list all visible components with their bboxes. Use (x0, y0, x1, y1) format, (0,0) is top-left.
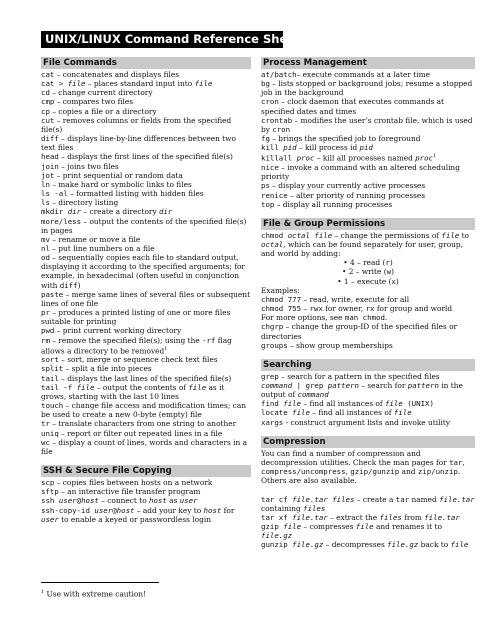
process-commands-list (261, 70, 475, 209)
command-entry: rm – remove the specified file(s); using the -rf flag allows a directory to be removed$^1$ (41, 335, 232, 356)
command-entry: fg – brings the specified job to foreground (261, 134, 421, 144)
right-column (261, 57, 475, 550)
command-entry: • 4 – read (r) (343, 258, 393, 268)
command-entry: sort – sort, merge or sequence check text files (41, 355, 218, 365)
footnote (41, 589, 146, 598)
command-entry: crontab – modifies the user’s crontab file, which is used by cron (261, 115, 473, 134)
command-entry: paste – merge same lines of several files or subsequent lines of one file (41, 289, 251, 308)
footnote-mark: 1 (41, 589, 45, 595)
command-entry: chmod 777 – read, write, execute for all (261, 294, 410, 304)
command-entry: Examples: (261, 285, 300, 295)
section-heading-ssh: SSH & Secure File Copying (41, 465, 251, 477)
command-entry: cmp – compares two files (41, 97, 134, 107)
command-entry: • 1 – execute (x) (337, 276, 399, 286)
command-entry: pr – produces a printed listing of one or more files suitable for printing (41, 308, 231, 327)
command-entry: chmod octal file – change the permissions of file to octal, which can be found separately for user, group, and world by adding: (261, 230, 470, 259)
command-entry: mkdir dir – create a directory dir (41, 207, 173, 217)
command-entry: • 2 – write (w) (342, 267, 394, 277)
left-column (41, 57, 251, 524)
command-entry: join – joins two files (41, 161, 119, 171)
command-entry: tar xf file.tar – extract the files from file.tar (261, 512, 460, 522)
command-entry: mv – rename or move a file (41, 234, 141, 244)
compression-commands-list (261, 449, 475, 550)
command-entry: at/batch– execute commands at a later time (261, 70, 430, 79)
command-entry: od – sequentially copies each file to standard output, displaying it according to the specified arguments; for example, in hexadecimal (often useful in conjunction with diff) (41, 253, 245, 290)
command-entry: ps – display your currently active processes (261, 181, 426, 191)
command-entry: split – split a file into pieces (41, 364, 152, 374)
command-entry: ln – make hard or symbolic links to files (41, 179, 192, 189)
command-entry: bg – lists stopped or background jobs; resume a stopped job in the background (261, 79, 473, 98)
command-entry: killall proc – kill all processes named proc$^1$ (261, 153, 437, 163)
command-entry: ls – directory listing (41, 198, 119, 208)
command-entry: cat – concatenates and displays files (41, 70, 180, 79)
command-entry: sftp – an interactive file transfer program (41, 487, 201, 497)
command-entry: grep – search for a pattern in the specified files (261, 371, 440, 381)
command-entry: tar cf file.tar files – create a tar named file.tar containing files (261, 494, 475, 513)
command-entry: ssh user@host – connect to host as user (41, 496, 198, 506)
command-entry: find file – find all instances of file (UNIX) (261, 399, 434, 409)
command-entry: xargs - construct argument lists and invoke utility (261, 417, 450, 427)
section-heading-compression: Compression (261, 436, 475, 448)
command-entry: chgrp – change the group-ID of the specified files or directories (261, 322, 458, 341)
footnote-rule (41, 582, 159, 583)
ssh-commands-list (41, 478, 251, 524)
command-entry: more/less – output the contents of the specified file(s) in pages (41, 216, 247, 235)
command-entry: touch – change file access and modification times; can be used to create a new 0-byte (empty) file (41, 401, 246, 420)
command-entry: chmod 755 – rwx for owner, rx for group and world (261, 304, 453, 314)
command-entry: cat > file – places standard input into file (41, 79, 213, 89)
command-entry: locate file – find all instances of file (261, 408, 412, 418)
command-entry: cron – clock daemon that executes commands at specified dates and times (261, 97, 444, 116)
command-entry: kill pid – kill process id pid (261, 143, 373, 153)
file-commands-list (41, 70, 251, 456)
search-commands-list (261, 372, 475, 427)
command-entry: cut – removes columns or fields from the specified file(s) (41, 115, 232, 134)
command-entry: scp – copies files between hosts on a network (41, 478, 213, 488)
command-entry: head – displays the first lines of the specified file(s) (41, 152, 233, 162)
section-heading-process-management: Process Management (261, 57, 475, 69)
command-entry: You can find a number of compression and decompression utilities. Check the man pages for tar, compress/uncompress, gzip/gunzip and zip/unzip. Others are also available. (261, 448, 465, 486)
footnote-text: Use with extreme caution! (46, 589, 147, 599)
command-entry: groups – show group memberships (261, 340, 393, 350)
command-entry: tail -f file – output the contents of file as it grows, starting with the last 10 lines (41, 382, 225, 401)
command-entry: pwd – print current working directory (41, 326, 182, 336)
command-entry: gzip file – compresses file and renames it to file.gz (261, 522, 442, 541)
command-entry: ssh-copy-id user@host – add your key to host for user to enable a keyed or passwordless login (41, 505, 235, 524)
section-heading-file-commands: File Commands (41, 57, 251, 69)
command-entry: tr – translate characters from one string to another (41, 419, 237, 429)
command-entry: ls -al – formatted listing with hidden files (41, 189, 204, 199)
section-heading-searching: Searching (261, 359, 475, 371)
permission-commands-list (261, 231, 475, 350)
command-entry: renice – alter priority of running processes (261, 190, 426, 200)
section-heading-permissions: File & Group Permissions (261, 218, 475, 230)
command-entry: wc – display a count of lines, words and characters in a file (41, 437, 247, 456)
command-entry: uniq – report or filter out repeated lines in a file (41, 428, 223, 438)
command-entry: cd – change current directory (41, 88, 153, 98)
page-title: UNIX/LINUX Command Reference Sheet (41, 31, 283, 48)
command-entry: For more options, see man chmod. (261, 313, 388, 323)
command-entry: nl – put line numbers on a file (41, 243, 155, 253)
command-entry: command | grep pattern – search for pattern in the output of command (261, 381, 463, 400)
command-entry: cp – copies a file or a directory (41, 106, 157, 116)
command-entry: gunzip file.gz – decompresses file.gz back to file (261, 540, 469, 550)
command-entry: tail – displays the last lines of the specified file(s) (41, 373, 232, 383)
command-entry: diff – displays line-by-line differences between two text files (41, 134, 236, 153)
command-entry: jot – print sequential or random data (41, 170, 183, 180)
command-entry: nice – invoke a command with an altered scheduling priority (261, 163, 460, 182)
command-entry (261, 485, 475, 494)
command-entry: top – display all running processes (261, 199, 393, 209)
